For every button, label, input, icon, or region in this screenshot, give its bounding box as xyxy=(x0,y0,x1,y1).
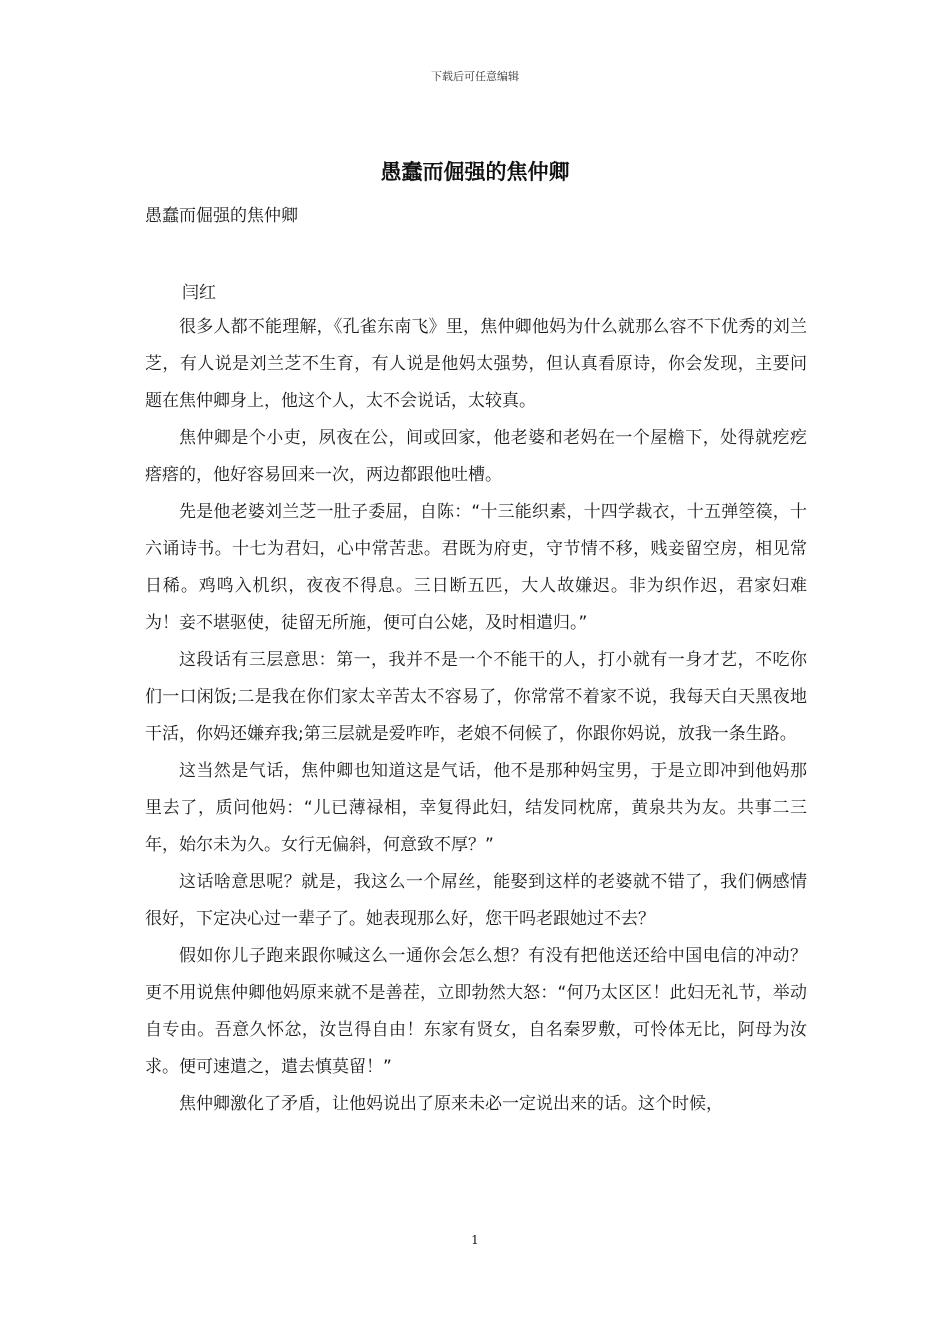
paragraph: 这段话有三层意思：第一，我并不是一个不能干的人，打小就有一身才艺，不吃你们一口闲饭;二是我在你们家太辛苦太不容易了，你常常不着家不说，我每天白天黑夜地干活，你妈还嫌弃我;第三层就是爱咋咋，老娘不伺候了，你跟你妈说，放我一条生路。 xyxy=(145,650,807,744)
paragraph: 很多人都不能理解，《孔雀东南飞》里，焦仲卿他妈为什么就那么容不下优秀的刘兰芝，有人说是刘兰芝不生育，有人说是他妈太强势，但认真看原诗，你会发现，主要问题在焦仲卿身上，他这个人，太不会说话，太较真。 xyxy=(145,317,807,411)
page-number: 1 xyxy=(471,1233,479,1247)
document-title: 愚蠢而倔强的焦仲卿 xyxy=(380,160,570,184)
paragraph: 先是他老婆刘兰芝一肚子委屈，自陈：“十三能织素，十四学裁衣，十五弹箜篌，十六诵诗书。十七为君妇，心中常苦悲。君既为府吏，守节情不移，贱妾留空房，相见常日稀。鸡鸣入机织，夜夜不得息。三日断五匹，大人故嫌迟。非为织作迟，君家妇难为！妾不堪驱使，徒留无所施，便可白公姥，及时相遣归。” xyxy=(145,502,807,633)
paragraph: 焦仲卿是个小吏，夙夜在公，间或回家，他老婆和老妈在一个屋檐下，处得就疙疙瘩瘩的，他好容易回来一次，两边都跟他吐槽。 xyxy=(145,428,807,485)
document-body xyxy=(145,309,807,1123)
document-author: 闫红 xyxy=(182,283,216,303)
paragraph: 这当然是气话，焦仲卿也知道这是气话，他不是那种妈宝男，于是立即冲到他妈那里去了，质问他妈：“儿已薄禄相，幸复得此妇，结发同枕席，黄泉共为友。共事二三年，始尔未为久。女行无偏斜，何意致不厚？” xyxy=(145,761,807,855)
paragraph: 焦仲卿激化了矛盾，让他妈说出了原来未必一定说出来的话。这个时候， xyxy=(179,1094,723,1114)
paragraph: 假如你儿子跑来跟你喊这么一通你会怎么想？有没有把他送还给中国电信的冲动？更不用说焦仲卿他妈原来就不是善茬，立即勃然大怒：“何乃太区区！此妇无礼节，举动自专由。吾意久怀忿，汝岂得自由！东家有贤女，自名秦罗敷，可怜体无比，阿母为汝求。便可速遣之，遣去慎莫留！” xyxy=(145,946,807,1077)
page-header-note: 下载后可任意编辑 xyxy=(431,70,519,83)
paragraph: 这话啥意思呢？就是，我这么一个屌丝，能娶到这样的老婆就不错了，我们俩感情很好，下定决心过一辈子了。她表现那么好，您干吗老跟她过不去？ xyxy=(145,872,807,929)
document-subtitle: 愚蠢而倔强的焦仲卿 xyxy=(145,206,298,226)
